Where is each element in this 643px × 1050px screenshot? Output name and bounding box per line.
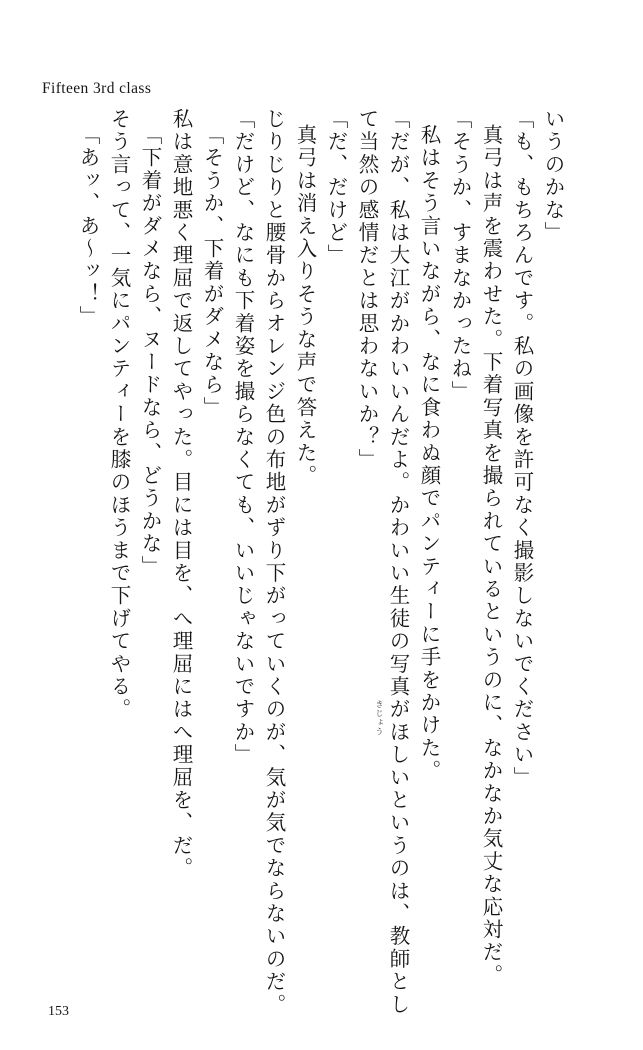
text-column: 「だけど、なにも下着姿を撮らなくても、いいじゃないですか」 (231, 108, 255, 767)
text-column: 真弓は消え入りそうな声で答えた。 (293, 124, 317, 488)
text-column: 真弓は声を震わせた。下着写真を撮られているというのに、なかなか気丈な応対だ。 (479, 124, 503, 987)
text-column: 「そうか、下着がダメなら」 (200, 124, 224, 420)
text-column: 「あッ、あ〜ッ！」 (76, 124, 100, 329)
page-body (67, 108, 607, 1016)
text-column: そう言って、一気にパンティーを膝のほうまで下げてやる。 (107, 108, 131, 721)
running-head: Fifteen 3rd class (42, 80, 152, 97)
text-column: 「下着がダメなら、ヌードなら、どうかな」 (138, 124, 162, 578)
text-column: 「だが、私は大江がかわいいんだよ。かわいい生徒の写真がほしいというのは、教師とし (386, 108, 410, 1016)
text-column: 私は意地悪く理屈で返してやった。目には目を、へ理屈にはへ理屈を、だ。 (169, 108, 193, 880)
text-column: いうのかな」 (541, 108, 565, 245)
text-column: 「だ、だけど」 (324, 108, 348, 267)
text-column: 私はそう言いながら、なに食わぬ顔でパンティーに手をかけた。 (417, 124, 441, 783)
text-column: て当然の感情だとは思わないか？」 (355, 108, 379, 472)
text-column: 「も、もちろんです。私の画像を許可なく撮影しないでください」 (510, 108, 534, 789)
text-column: じりじりと腰骨からオレンジ色の布地がずり下がっていくのが、気が気でならないのだ。 (262, 108, 286, 1016)
text-column: 「そうか、すまなかったね」 (448, 108, 472, 404)
ruby-annotation: きじょう (375, 700, 384, 736)
page-number: 153 (48, 1004, 69, 1019)
